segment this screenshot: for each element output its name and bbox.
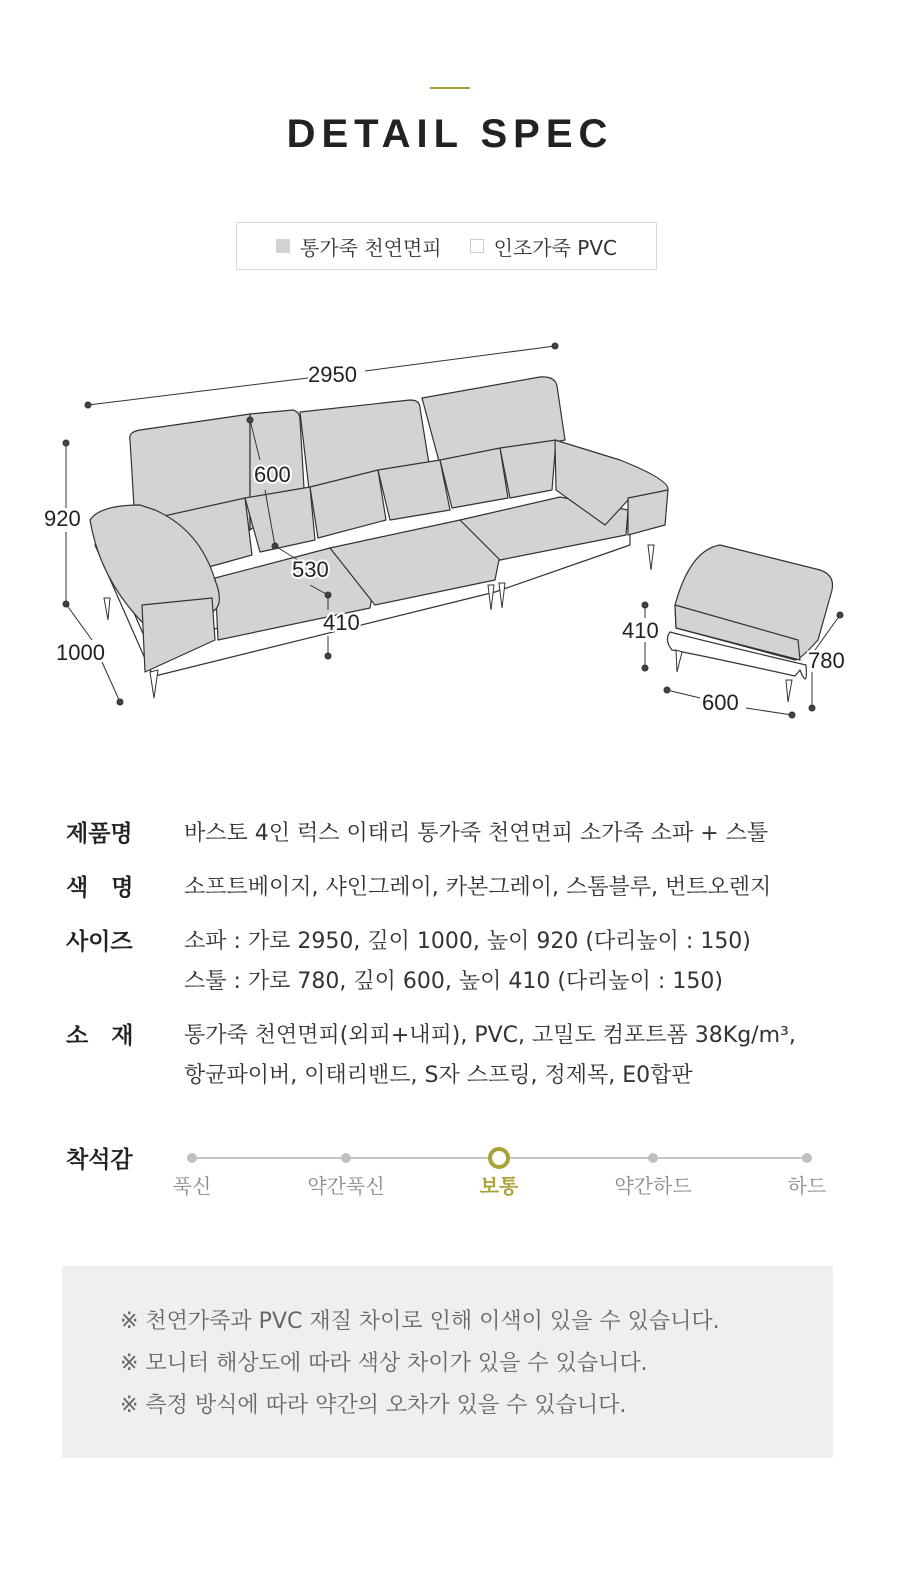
spec-row-product-name: [66, 814, 866, 854]
notice-box: [62, 1266, 833, 1458]
notice-line: ※ 모니터 해상도에 따라 색상 차이가 있을 수 있습니다.: [120, 1351, 648, 1376]
dim-sofa-height: 920: [44, 506, 81, 531]
spec-label: 제품명: [66, 821, 133, 847]
legend-item-genuine-leather: [276, 232, 442, 261]
legend-item-pvc: [470, 232, 617, 261]
seat-feel-scale: [66, 1140, 836, 1210]
spec-value-line: 항균파이버, 이태리밴드, S자 스프링, 정제목, E0합판: [184, 1063, 693, 1088]
page-title: DETAIL SPEC: [286, 112, 614, 156]
seat-feel-dot: [648, 1153, 658, 1163]
spec-value: 소프트베이지, 샤인그레이, 카본그레이, 스톰블루, 번트오렌지: [184, 875, 772, 900]
spec-value-line: 통가죽 천연면피(외피+내피), PVC, 고밀도 컴포트폼 38Kg/m³,: [184, 1023, 796, 1048]
spec-value-line: 소파 : 가로 2950, 깊이 1000, 높이 920 (다리높이 : 150): [184, 929, 751, 954]
spec-value: 바스토 4인 럭스 이태리 통가죽 천연면피 소가죽 소파 + 스툴: [184, 821, 769, 846]
notice-line: ※ 천연가죽과 PVC 재질 차이로 인해 이색이 있을 수 있습니다.: [120, 1309, 720, 1334]
spec-label: 색 명: [66, 875, 134, 901]
dim-stool-height: 410: [622, 618, 659, 643]
dimension-diagram: [0, 330, 900, 730]
seat-feel-option: 약간하드: [614, 1174, 692, 1198]
spec-value: [184, 922, 866, 1002]
material-legend: [236, 222, 657, 270]
spec-row-color: [66, 868, 866, 908]
title-accent-line: [430, 87, 470, 89]
filled-square-icon: [276, 239, 290, 253]
spec-value: [184, 1016, 866, 1096]
dim-seat-height: 410: [323, 610, 360, 635]
spec-table: [66, 814, 866, 1110]
dim-sofa-width: 2950: [308, 362, 357, 387]
spec-row-material: [66, 1016, 866, 1096]
seat-feel-label: 착석감: [66, 1147, 133, 1173]
dim-back-height: 600: [254, 462, 291, 487]
seat-feel-dot: [187, 1153, 197, 1163]
dim-stool-depth: 600: [702, 690, 739, 715]
empty-square-icon: [470, 239, 484, 253]
legend-label: 인조가죽 PVC: [493, 235, 617, 260]
seat-feel-option: 푹신: [172, 1174, 212, 1198]
dim-stool-width: 780: [808, 648, 845, 673]
seat-feel-dot-selected: [488, 1147, 510, 1169]
seat-feel-dot: [341, 1153, 351, 1163]
seat-feel-option: 하드: [787, 1174, 827, 1198]
dim-seat-depth: 530: [292, 557, 329, 582]
spec-value-line: 스툴 : 가로 780, 깊이 600, 높이 410 (다리높이 : 150): [184, 969, 723, 994]
notice-line: ※ 측정 방식에 따라 약간의 오차가 있을 수 있습니다.: [120, 1393, 627, 1418]
seat-feel-option-selected: 보통: [479, 1174, 519, 1198]
spec-label: 사이즈: [66, 929, 133, 955]
legend-label: 통가죽 천연면피: [300, 235, 442, 260]
spec-row-size: [66, 922, 866, 1002]
seat-feel-option: 약간푹신: [307, 1174, 385, 1198]
seat-feel-dot: [802, 1153, 812, 1163]
spec-label: 소 재: [66, 1023, 134, 1049]
dim-sofa-depth: 1000: [56, 640, 105, 665]
